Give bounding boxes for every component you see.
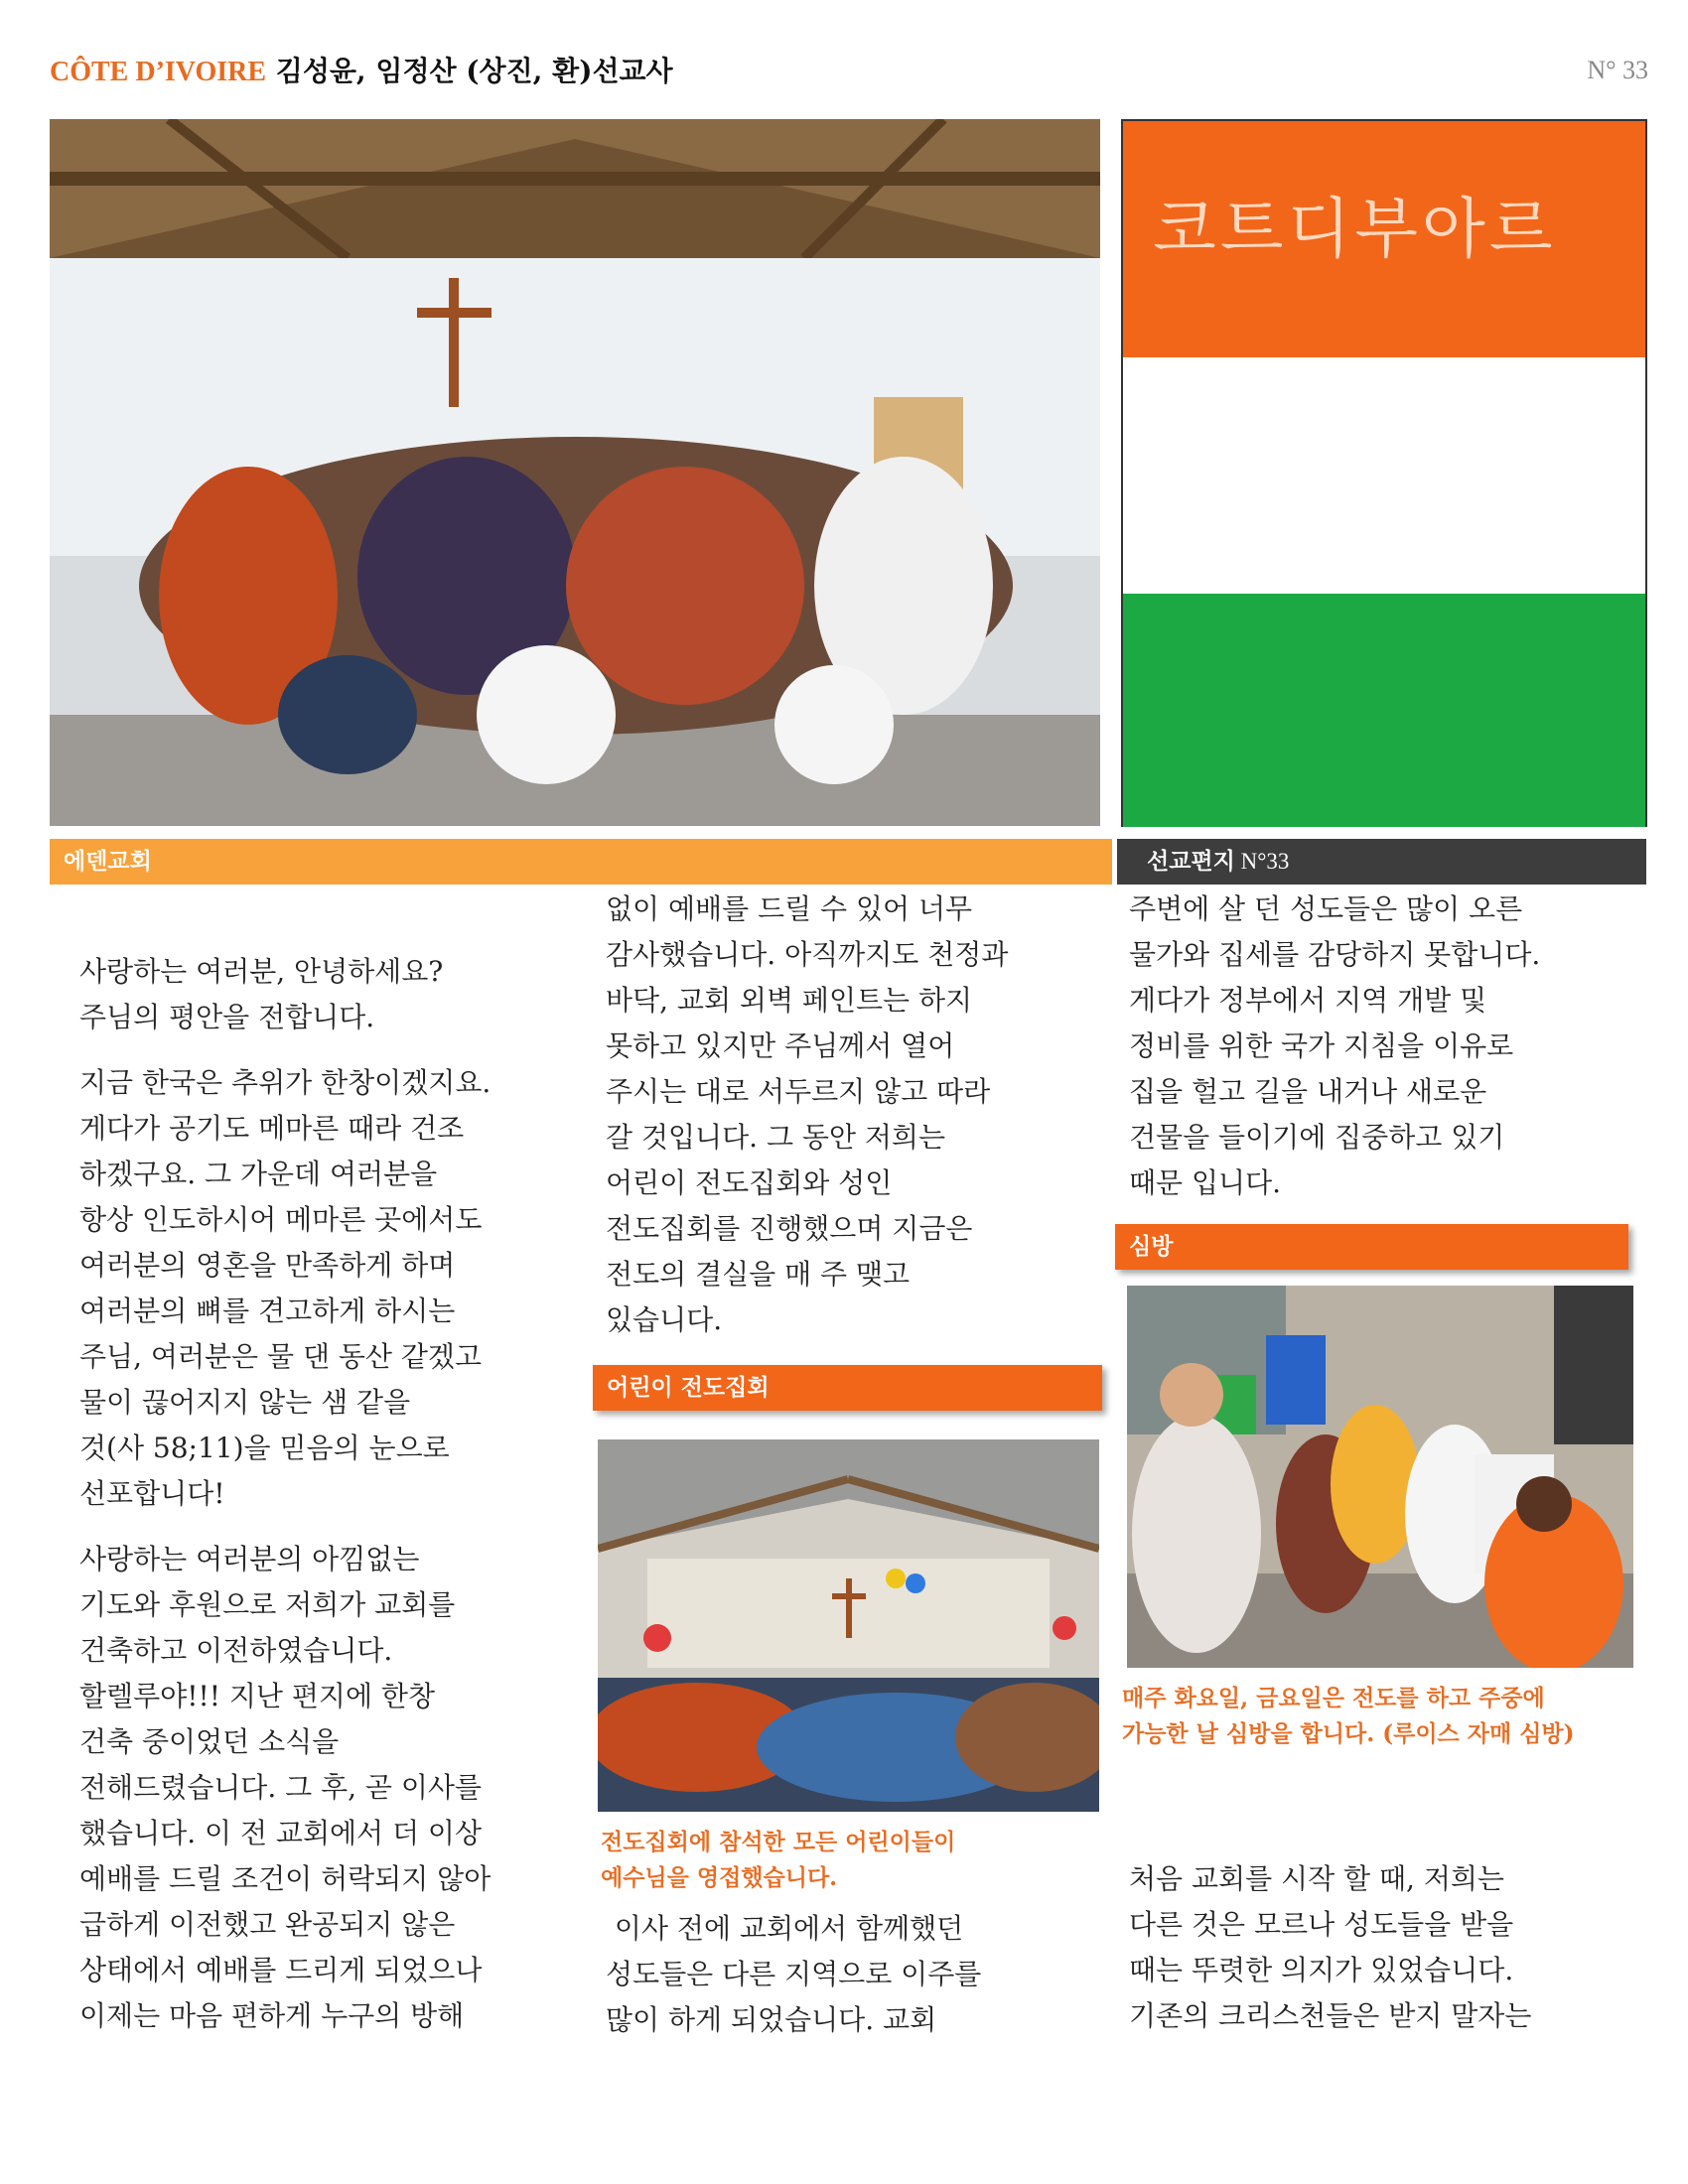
- flag-country-title: 코트디부아르: [1153, 191, 1557, 267]
- caption-line: 가능한 날 심방을 합니다. (루이스 자매 심방): [1122, 1720, 1575, 1747]
- text-line: 상태에서 예배를 드리게 되었으나: [79, 1954, 483, 1986]
- text-line: 건축하고 이전하였습니다.: [79, 1634, 393, 1667]
- text-line: 주시는 대로 서두르지 않고 따라: [606, 1075, 991, 1108]
- text-line: 이사 전에 교회에서 함께했던: [606, 1912, 964, 1945]
- text-line: 건물을 들이기에 집중하고 있기: [1129, 1121, 1505, 1154]
- text-line: 게다가 공기도 메마른 때라 건조: [79, 1112, 465, 1145]
- text-line: 선포합니다!: [79, 1477, 225, 1510]
- flag-green-band: [1123, 594, 1645, 827]
- text-line: 기존의 크리스천들은 받지 말자는: [1129, 1999, 1532, 2032]
- column-1-text: [79, 949, 576, 2039]
- text-line: 주님, 여러분은 물 댄 동산 같겠고: [79, 1340, 483, 1373]
- text-line: 있습니다.: [606, 1303, 723, 1336]
- text-line: 없이 예배를 드릴 수 있어 너무: [606, 892, 973, 925]
- church-group-photo: [50, 119, 1100, 826]
- text-line: 바닥, 교회 외벽 페인트는 하지: [606, 984, 973, 1017]
- issue-number: N° 33: [1587, 56, 1648, 84]
- missionary-names: 김성윤, 임정산 (상진, 환)선교사: [266, 55, 673, 87]
- page-header-title: [50, 50, 673, 89]
- text-line: 때문 입니다.: [1129, 1166, 1282, 1199]
- caption-line: 전도집회에 참석한 모든 어린이들이: [601, 1829, 956, 1855]
- text-line: 것(사 58;11)을 믿음의 눈으로: [79, 1432, 450, 1464]
- text-line: 사랑하는 여러분, 안녕하세요?: [79, 955, 444, 988]
- text-line: 많이 하게 되었습니다. 교회: [606, 2003, 937, 2036]
- home-visit-photo: [1127, 1286, 1633, 1668]
- text-line: 갈 것입니다. 그 동안 저희는: [606, 1121, 946, 1154]
- text-line: 이제는 마음 편하게 누구의 방해: [79, 1999, 465, 2032]
- text-line: 항상 인도하시어 메마른 곳에서도: [79, 1203, 483, 1236]
- mission-letter-label: 선교편지: [1147, 848, 1235, 875]
- text-line: 때는 뚜렷한 의지가 있었습니다.: [1129, 1954, 1514, 1986]
- column-2-text-top: [606, 887, 1102, 1343]
- caption-line: 예수님을 영접했습니다.: [601, 1864, 838, 1891]
- text-line: 예배를 드릴 조건이 허락되지 않아: [79, 1862, 492, 1895]
- column-2-text-bottom: [606, 1906, 1102, 2043]
- text-line: 여러분의 영혼을 만족하게 하며: [79, 1249, 456, 1282]
- column-3-text-bottom: [1129, 1856, 1645, 2039]
- text-line: 할렐루야!!! 지난 편지에 한창: [79, 1680, 435, 1712]
- section-bar-children-evangelism: 어린이 전도집회: [593, 1365, 1102, 1411]
- text-line: 기도와 후원으로 저희가 교회를: [79, 1588, 456, 1621]
- text-line: 여러분의 뼈를 견고하게 하시는: [79, 1295, 456, 1327]
- text-line: 다른 것은 모르나 성도들을 받을: [1129, 1908, 1514, 1941]
- text-line: 감사했습니다. 아직까지도 천정과: [606, 938, 1009, 971]
- section-bar-home-visit: 심방: [1115, 1224, 1628, 1270]
- text-line: 주변에 살 던 성도들은 많이 오른: [1129, 892, 1523, 925]
- text-line: 못하고 있지만 주님께서 열어: [606, 1029, 955, 1062]
- text-line: 전해드렸습니다. 그 후, 곧 이사를: [79, 1771, 483, 1804]
- text-line: 물이 끊어지지 않는 샘 같을: [79, 1386, 411, 1419]
- text-line: 처음 교회를 시작 할 때, 저희는: [1129, 1862, 1504, 1895]
- country-name: CÔTE D’IVOIRE: [50, 57, 267, 87]
- caption-line: 매주 화요일, 금요일은 전도를 하고 주중에: [1122, 1685, 1545, 1711]
- home-visit-caption: [1122, 1681, 1643, 1752]
- text-line: 어린이 전도집회와 성인: [606, 1166, 893, 1199]
- text-line: 전도의 결실을 매 주 맺고: [606, 1258, 911, 1291]
- text-line: 성도들은 다른 지역으로 이주를: [606, 1958, 982, 1990]
- mission-letter-number: N°33: [1234, 849, 1290, 874]
- column-3-text-top: [1129, 887, 1645, 1206]
- text-line: 집을 헐고 길을 내거나 새로운: [1129, 1075, 1487, 1108]
- text-line: 급하게 이전했고 완공되지 않은: [79, 1908, 456, 1941]
- text-line: 게다가 정부에서 지역 개발 및: [1129, 984, 1487, 1017]
- children-meeting-photo: [598, 1439, 1099, 1812]
- children-photo-caption: [601, 1825, 1097, 1896]
- flag-white-band: [1123, 357, 1645, 594]
- text-line: 건축 중이었던 소식을: [79, 1725, 340, 1758]
- section-bar-mission-letter: [1117, 839, 1646, 885]
- text-line: 물가와 집세를 감당하지 못합니다.: [1129, 938, 1541, 971]
- text-line: 정비를 위한 국가 지침을 이유로: [1129, 1029, 1514, 1062]
- cote-divoire-flag: [1121, 119, 1647, 827]
- text-line: 했습니다. 이 전 교회에서 더 이상: [79, 1817, 483, 1849]
- text-line: 지금 한국은 추위가 한창이겠지요.: [79, 1066, 492, 1099]
- text-line: 전도집회를 진행했으며 지금은: [606, 1212, 973, 1245]
- text-line: 주님의 평안을 전합니다.: [79, 1001, 375, 1033]
- section-bar-eden-church: 에덴교회: [50, 839, 1112, 885]
- text-line: 하겠구요. 그 가운데 여러분을: [79, 1158, 438, 1190]
- text-line: 사랑하는 여러분의 아낌없는: [79, 1543, 420, 1575]
